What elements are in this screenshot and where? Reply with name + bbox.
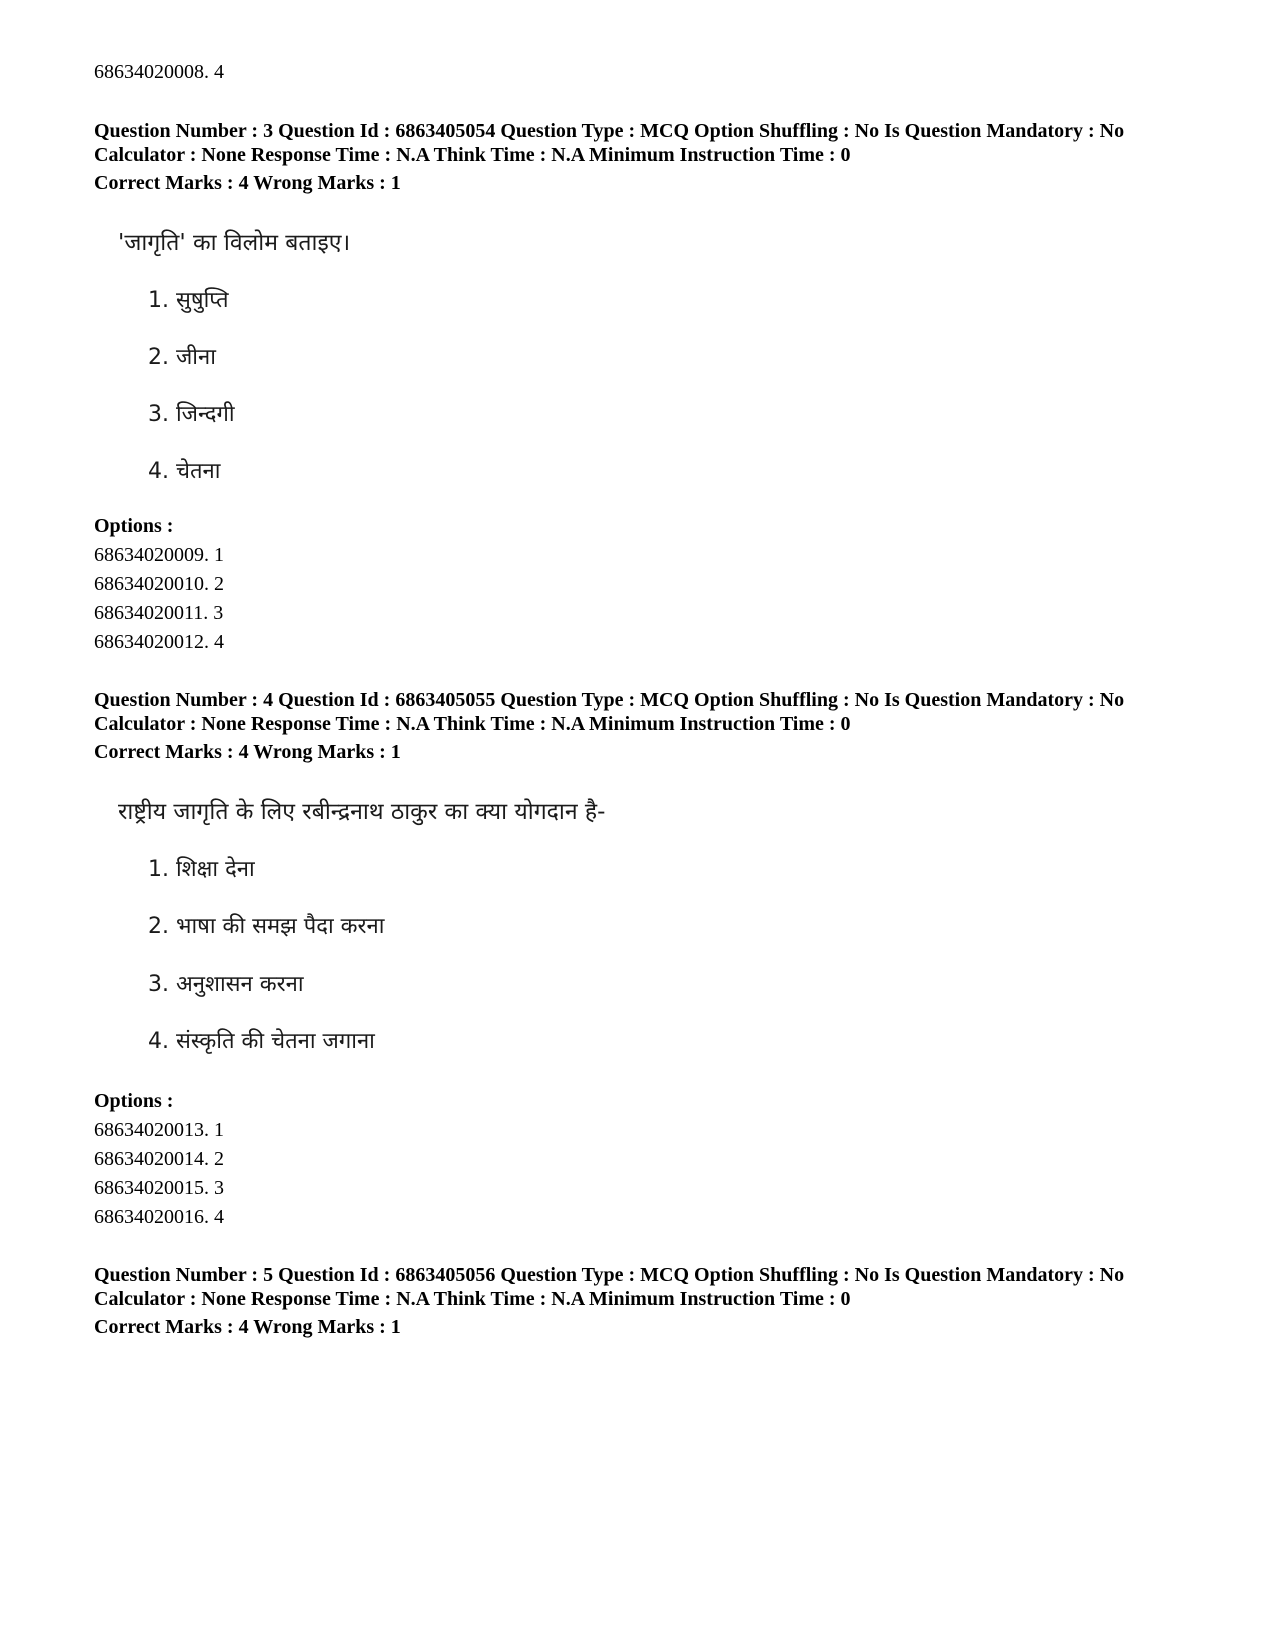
question-4-option-id-3: 68634020015. 3: [94, 1177, 224, 1199]
previous-option-line: 68634020008. 4: [94, 61, 224, 83]
question-3-marks: Correct Marks : 4 Wrong Marks : 1: [94, 172, 401, 194]
question-4-choice-2: 2. भाषा की समझ पैदा करना: [148, 914, 385, 939]
question-3-option-id-4: 68634020012. 4: [94, 631, 224, 653]
question-4-choice-3: 3. अनुशासन करना: [148, 972, 304, 997]
question-4-choice-1: 1. शिक्षा देना: [148, 857, 255, 882]
question-3-meta-line-1: Question Number : 3 Question Id : 6863405054 Question Type : MCQ Option Shuffling : No Is Question Mandatory : No: [94, 120, 1125, 142]
question-4-marks: Correct Marks : 4 Wrong Marks : 1: [94, 741, 401, 763]
question-4-options-label: Options :: [94, 1090, 174, 1112]
question-4-text: राष्ट्रीय जागृति के लिए रबीन्द्रनाथ ठाकुर का क्या योगदान है-: [118, 799, 606, 825]
question-4-option-id-4: 68634020016. 4: [94, 1206, 224, 1228]
question-5-marks: Correct Marks : 4 Wrong Marks : 1: [94, 1316, 401, 1338]
question-4-meta-line-2: Calculator : None Response Time : N.A Think Time : N.A Minimum Instruction Time : 0: [94, 713, 851, 735]
question-4-choice-4: 4. संस्कृति की चेतना जगाना: [148, 1029, 375, 1054]
question-4-option-id-1: 68634020013. 1: [94, 1119, 224, 1141]
question-4-option-id-2: 68634020014. 2: [94, 1148, 224, 1170]
question-3-options-label: Options :: [94, 515, 174, 537]
question-3-option-id-2: 68634020010. 2: [94, 573, 224, 595]
question-3-choice-3: 3. जिन्दगी: [148, 402, 235, 427]
question-3-meta-line-2: Calculator : None Response Time : N.A Think Time : N.A Minimum Instruction Time : 0: [94, 144, 851, 166]
question-3-option-id-3: 68634020011. 3: [94, 602, 224, 624]
question-3-option-id-1: 68634020009. 1: [94, 544, 224, 566]
question-3-choice-2: 2. जीना: [148, 345, 216, 370]
question-3-choice-4: 4. चेतना: [148, 459, 221, 484]
question-5-meta-line-1: Question Number : 5 Question Id : 6863405056 Question Type : MCQ Option Shuffling : No Is Question Mandatory : No: [94, 1264, 1125, 1286]
question-3-text: 'जागृति' का विलोम बताइए।: [118, 230, 351, 256]
question-3-choice-1: 1. सुषुप्ति: [148, 288, 229, 313]
question-5-meta-line-2: Calculator : None Response Time : N.A Think Time : N.A Minimum Instruction Time : 0: [94, 1288, 851, 1310]
question-4-meta-line-1: Question Number : 4 Question Id : 6863405055 Question Type : MCQ Option Shuffling : No Is Question Mandatory : No: [94, 689, 1125, 711]
